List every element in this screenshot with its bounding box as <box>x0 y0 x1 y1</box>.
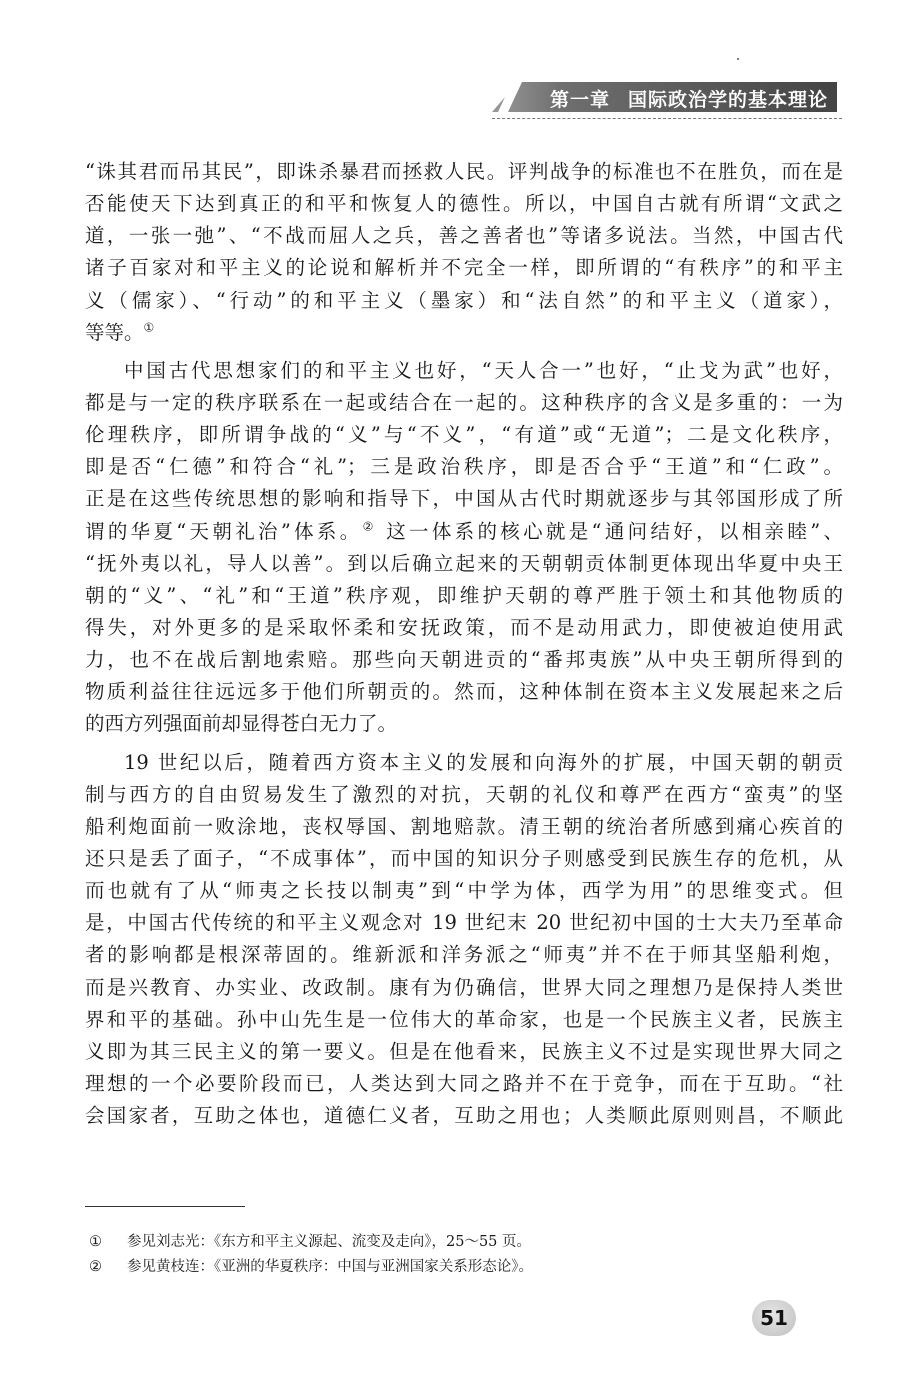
text-line <box>85 317 843 349</box>
text-line: 道，一张一弛”、“不战而屈人之兵，善之善者也”等诸多说法。当然，中国古代 <box>85 224 843 248</box>
footnote-2 <box>85 1255 843 1280</box>
text-line: 即是否“仁德”和符合“礼”；三是政治秩序，即是否合乎“王道”和“仁政”。 <box>85 455 843 479</box>
footnote-mark: ② <box>89 1259 102 1275</box>
page-number: 51 <box>760 1306 788 1330</box>
text-line: 19 世纪以后，随着西方资本主义的发展和向海外的扩展，中国天朝的朝贡 <box>124 750 843 774</box>
text-fragment: 谓的华夏“天朝礼治”体系。 <box>85 519 363 543</box>
text-line: 理想的一个必要阶段而已，人类达到大同之路并不在于竞争，而在于互助。“社 <box>85 1071 843 1095</box>
text-line: 制与西方的自由贸易发生了激烈的对抗，天朝的礼仪和尊严在西方“蛮夷”的坚 <box>85 782 843 806</box>
text-line: 物质利益往往远远多于他们所朝贡的。然而，这种体制在资本主义发展起来之后 <box>85 680 843 704</box>
text-line: 否能使天下达到真正的和平和恢复人的德性。所以，中国自古就有所谓“文武之 <box>85 192 843 216</box>
footnotes <box>85 1230 843 1280</box>
text-line: 中国古代思想家们的和平主义也好，“天人合一”也好，“止戈为武”也好， <box>124 358 843 382</box>
print-speck <box>737 58 739 60</box>
text-line: 而是兴教育、办实业、改政制。康有为仍确信，世界大同之理想乃是保持人类世 <box>85 975 843 999</box>
header-rule <box>492 118 842 120</box>
text-line: 还只是丢了面子，“不成事体”，而中国的知识分子则感受到民族生存的危机，从 <box>85 846 843 870</box>
text-fragment: 等等。 <box>85 320 144 344</box>
footnote-text: 参见刘志光：《东方和平主义源起、流变及走向》，25～55 页。 <box>127 1234 532 1250</box>
chapter-number: 第一章 <box>550 89 611 111</box>
text-line: 力，也不在战后割地索赔。那些向天朝进贡的“番邦夷族”从中央王朝所得到的 <box>85 648 843 672</box>
text-line: 诸子百家对和平主义的论说和解析并不完全一样，即所谓的“有秩序”的和平主 <box>85 256 843 280</box>
paragraph-2 <box>85 355 843 741</box>
text-line: 朝的“义”、“礼”和“王道”秩序观，即维护天朝的尊严胜于领土和其他物质的 <box>85 583 843 607</box>
text-line: “诛其君而吊其民”，即诛杀暴君而拯救人民。评判战争的标准也不在胜负，而在是 <box>85 160 843 183</box>
text-line: 得失，对外更多的是采取怀柔和安抚政策，而不是动用武力，即使被迫使用武 <box>85 615 843 639</box>
text-line: 界和平的基础。孙中山先生是一位伟大的革命家，也是一个民族主义者，民族主 <box>85 1007 843 1031</box>
footnote-text: 参见黄枝连：《亚洲的华夏秩序：中国与亚洲国家关系形态论》。 <box>127 1259 533 1275</box>
text-line <box>85 516 843 548</box>
running-header <box>492 82 842 116</box>
footnote-ref-2: ② <box>362 519 377 534</box>
text-line: 正是在这些传统思想的影响和指导下，中国从古代时期就逐步与其邻国形成了所 <box>85 487 843 511</box>
text-line: 都是与一定的秩序联系在一起或结合在一起的。这种秩序的含义是多重的：一为 <box>85 390 843 414</box>
footnote-mark: ① <box>89 1234 102 1250</box>
paragraph-1 <box>85 156 843 349</box>
text-line: 义即为其三民主义的第一要义。但是在他看来，民族主义不过是实现世界大同之 <box>85 1039 843 1063</box>
body-text <box>85 156 843 1132</box>
header-text <box>550 85 828 112</box>
text-line: 伦理秩序，即所谓争战的“义”与“不义”，“有道”或“无道”；二是文化秩序， <box>85 423 843 447</box>
text-line: 船利炮面前一败涂地，丧权辱国、割地赔款。清王朝的统治者所感到痛心疾首的 <box>85 814 843 838</box>
text-line: “抚外夷以礼，导人以善”。到以后确立起来的天朝朝贡体制更体现出华夏中央王 <box>85 551 843 575</box>
paragraph-3 <box>85 747 843 1133</box>
text-fragment: 这一体系的核心就是“通问结好，以相亲睦”、 <box>386 519 843 543</box>
text-line: 的西方列强面前却显得苍白无力了。 <box>85 712 398 736</box>
footnote-rule <box>85 1206 245 1207</box>
text-line: 义（儒家）、“行动”的和平主义（墨家）和“法自然”的和平主义（道家）， <box>85 288 843 312</box>
text-line: 是，中国古代传统的和平主义观念对 19 世纪末 20 世纪初中国的士大夫乃至革命 <box>85 911 843 935</box>
text-line: 而也就有了从“师夷之长技以制夷”到“中学为体，西学为用”的思维变式。但 <box>85 879 843 903</box>
text-line: 者的影响都是根深蒂固的。维新派和洋务派之“师夷”并不在于师其坚船利炮， <box>85 943 843 967</box>
footnote-ref-1: ① <box>143 320 155 335</box>
footnote-1 <box>85 1230 843 1255</box>
chapter-title: 国际政治学的基本理论 <box>628 89 829 111</box>
page-number-badge <box>752 1300 796 1336</box>
text-line: 会国家者，互助之体也，道德仁义者，互助之用也；人类顺此原则则昌，不顺此 <box>85 1104 843 1128</box>
